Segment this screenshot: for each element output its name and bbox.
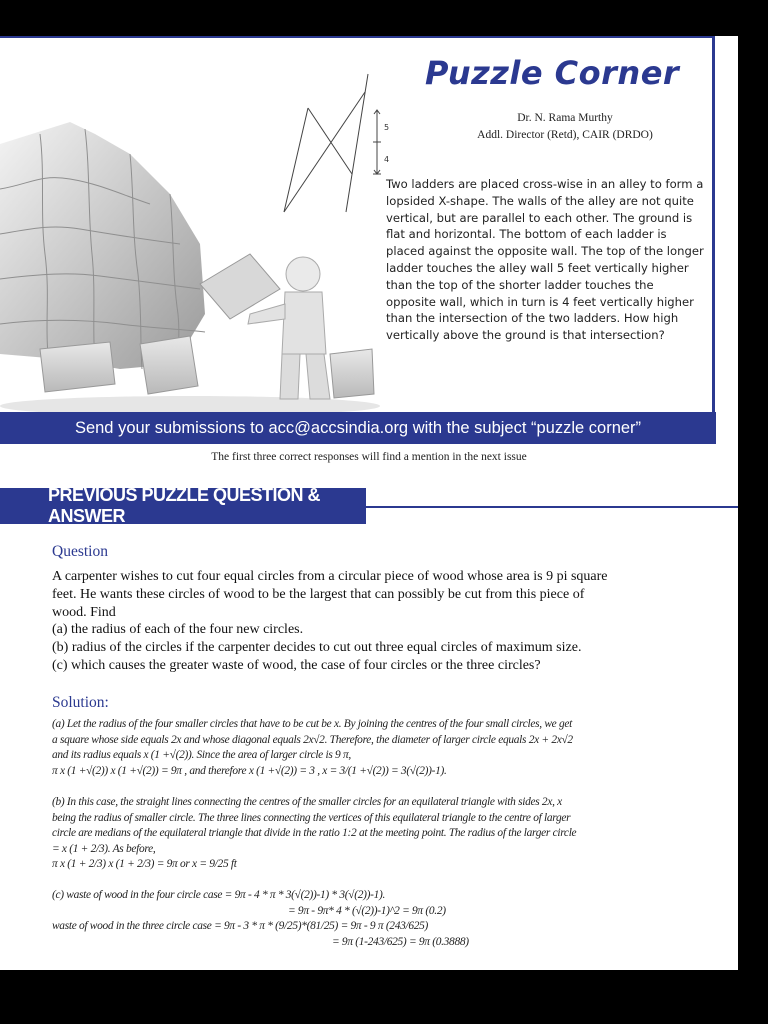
- question-line: (a) the radius of each of the four new circles.: [52, 622, 304, 638]
- question-line: A carpenter wishes to cut four equal circles from a circular piece of wood whose area is 9 pi square: [52, 569, 608, 584]
- previous-puzzle-heading-bar: [0, 485, 366, 526]
- submission-banner-text: Send your submissions to acc@accsindia.org with the subject “puzzle corner”: [74, 418, 642, 437]
- solution-part-b: [52, 795, 728, 873]
- solution-line: (a) Let the radius of the four smaller circles that have to be cut be x. By joining the centres of the four small circles, we get: [52, 718, 572, 730]
- solution-line: = 9π (1-243/625) = 9π (0.3888): [332, 935, 469, 948]
- ladder-diagram: [280, 70, 400, 220]
- page-title: Puzzle Corner: [425, 54, 680, 92]
- frame-right-border: [712, 36, 715, 416]
- solution-line: = 9π - 9π* 4 * (√(2))-1)^2 = 9π (0.2): [288, 904, 446, 917]
- solution-line: π x (1 + 2/3) x (1 + 2/3) = 9π or x = 9/25 ft: [52, 858, 237, 871]
- solution-line: (c) waste of wood in the four circle case = 9π - 4 * π * 3(√(2))-1) * 3(√(2))-1).: [52, 889, 386, 901]
- heading-rule: [366, 506, 738, 508]
- question-body: [52, 568, 712, 675]
- question-line: (c) which causes the greater waste of wood, the case of four circles or the three circles?: [52, 657, 541, 673]
- solution-part-c: [52, 888, 728, 950]
- solution-line: waste of wood in the three circle case = 9π - 3 * π * (9/25)*(81/25) = 9π - 9 π (243/625): [52, 920, 429, 933]
- author-title: Addl. Director (Retd), CAIR (DRDO): [477, 129, 653, 141]
- magazine-page: [0, 36, 738, 970]
- solution-part-a: [52, 717, 728, 779]
- solution-line: a square whose side equals 2x and whose diagonal equals 2x√2. Therefore, the diameter of larger circle equals 2x + 2x√2: [52, 733, 573, 746]
- solution-line: = x (1 + 2/3). As before,: [52, 842, 156, 855]
- diagram-label-5: 5: [384, 123, 390, 132]
- submission-banner: [0, 412, 716, 444]
- solution-label: Solution:: [52, 694, 109, 711]
- question-line: feet. He wants these circles of wood to be the largest that can possibly be cut from this piece of: [52, 586, 585, 602]
- solution-line: being the radius of smaller circle. The three lines connecting the vertices of this equilateral triangle to the centre of larger: [52, 811, 571, 824]
- author-name: Dr. N. Rama Murthy: [517, 112, 613, 124]
- solution-line: (b) In this case, the straight lines connecting the centres of the smaller circles for an equilateral triangle with sides 2x, x: [52, 796, 562, 808]
- question-label: Question: [52, 543, 108, 560]
- question-line: wood. Find: [52, 604, 116, 620]
- question-line: (b) radius of the circles if the carpenter decides to cut out three equal circles of maximum size.: [52, 640, 582, 656]
- solution-line: and its radius equals x (1 +√(2)). Since the area of larger circle is 9 π,: [52, 749, 351, 762]
- puzzle-question-text: Two ladders are placed cross-wise in an alley to form a lopsided X-shape. The walls of the alley are not quite vertical, but are parallel to each other. The ground is flat and horizontal. The bottom of each ladder is placed against the opposite wall. The top of the longer ladder touches the alley wall 5 feet vertically higher than the top of the shorter ladder touches the opposite wall, which in turn is 4 feet vertically higher than the intersection of the two ladders. How high vertically above the ground is that intersection?: [386, 177, 704, 343]
- solution-line: π x (1 +√(2)) x (1 +√(2)) = 9π , and therefore x (1 +√(2)) = 3 , x = 3/(1 +√(2)) = 3(√(2))-1).: [52, 764, 447, 777]
- previous-puzzle-heading: PREVIOUS PUZZLE QUESTION & ANSWER: [48, 485, 321, 526]
- mention-note: The first three correct responses will find a mention in the next issue: [211, 451, 527, 463]
- solution-line: circle are medians of the equilateral triangle that divide in the ratio 1:2 at the meeting point. The radius of the larger circle: [52, 827, 577, 840]
- diagram-label-4: 4: [384, 155, 390, 164]
- author-block: [440, 110, 690, 144]
- frame-top-border: [0, 36, 715, 38]
